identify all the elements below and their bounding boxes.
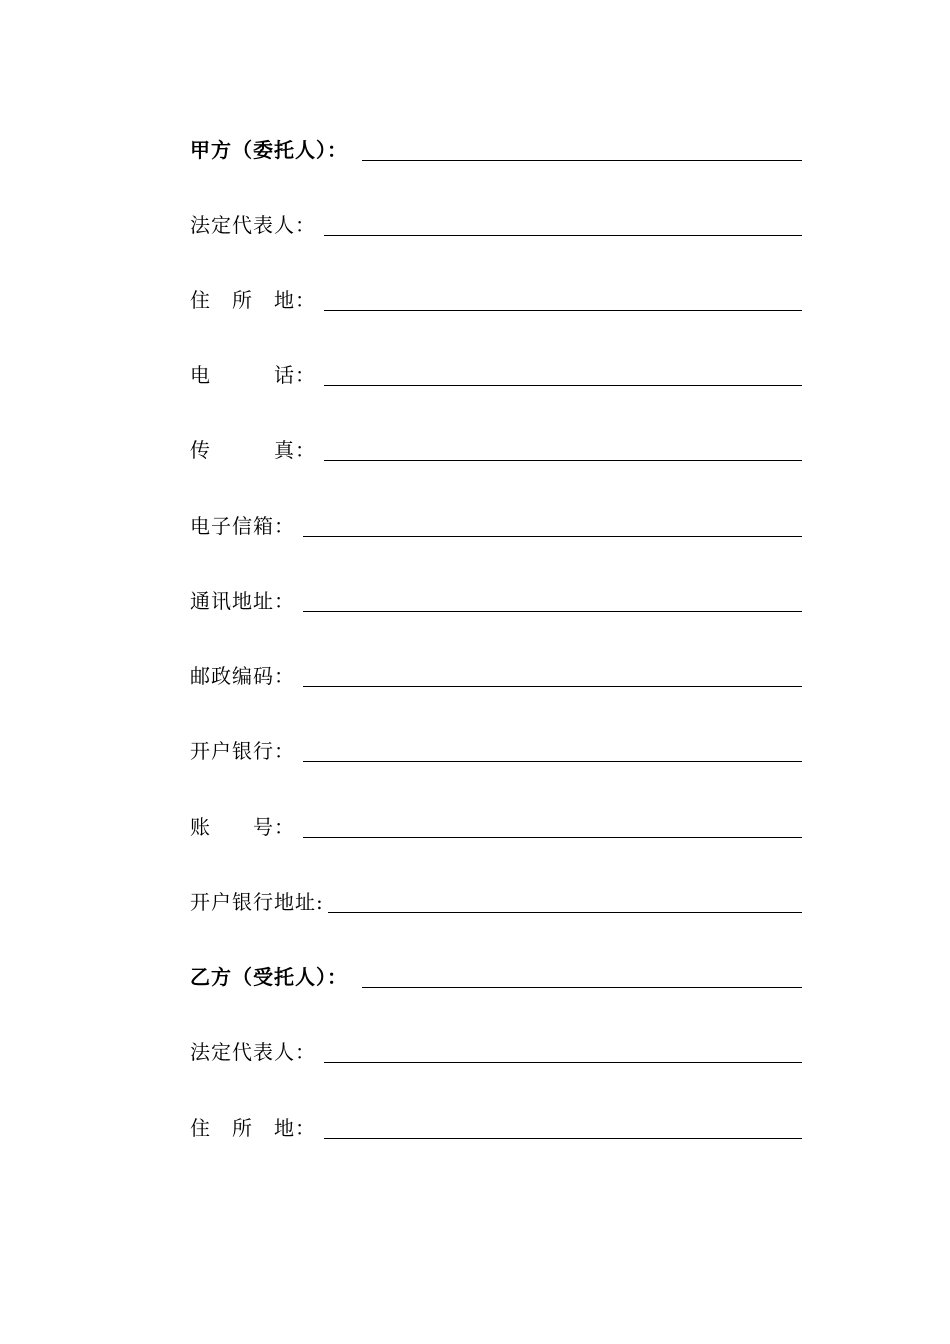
- party-b-domicile-row: [190, 1110, 802, 1140]
- party-a-account-blank[interactable]: [303, 837, 802, 838]
- party-b-header-row: [190, 959, 802, 989]
- party-a-legal-rep-row: [190, 207, 802, 237]
- party-a-bank-address-label: 开户银行地址:: [190, 890, 324, 914]
- party-a-postcode-label: 邮政编码：: [190, 664, 295, 688]
- party-a-bank-blank[interactable]: [303, 761, 802, 762]
- party-a-blank[interactable]: [362, 160, 802, 161]
- party-a-phone-label: 电 话：: [190, 363, 316, 387]
- party-a-header-row: [190, 132, 802, 162]
- party-a-fax-label: 传 真：: [190, 438, 316, 462]
- party-a-account-row: [190, 809, 802, 839]
- party-a-postcode-row: [190, 658, 802, 688]
- party-a-bank-label: 开户银行：: [190, 739, 295, 763]
- party-a-account-label: 账 号：: [190, 815, 295, 839]
- party-b-legal-rep-blank[interactable]: [324, 1062, 802, 1063]
- party-b-blank[interactable]: [362, 987, 802, 988]
- party-a-address-label: 通讯地址：: [190, 589, 295, 613]
- party-a-bank-address-blank[interactable]: [328, 912, 802, 913]
- party-a-email-label: 电子信箱：: [190, 514, 295, 538]
- party-a-address-row: [190, 583, 802, 613]
- party-b-domicile-blank[interactable]: [324, 1138, 802, 1139]
- party-a-bank-row: [190, 733, 802, 763]
- party-a-domicile-row: [190, 282, 802, 312]
- party-b-legal-rep-label: 法定代表人：: [190, 1040, 316, 1064]
- party-a-label: 甲方（委托人）：: [190, 138, 348, 162]
- party-a-legal-rep-blank[interactable]: [324, 235, 802, 236]
- party-b-label: 乙方（受托人）：: [190, 965, 348, 989]
- party-a-email-blank[interactable]: [303, 536, 802, 537]
- party-a-domicile-blank[interactable]: [324, 310, 802, 311]
- contract-party-form: [190, 0, 802, 1344]
- party-a-phone-blank[interactable]: [324, 385, 802, 386]
- party-a-postcode-blank[interactable]: [303, 686, 802, 687]
- party-a-legal-rep-label: 法定代表人：: [190, 213, 316, 237]
- party-a-fax-row: [190, 432, 802, 462]
- party-a-bank-address-row: [190, 884, 802, 914]
- party-a-fax-blank[interactable]: [324, 460, 802, 461]
- party-a-address-blank[interactable]: [303, 611, 802, 612]
- party-b-legal-rep-row: [190, 1034, 802, 1064]
- party-a-email-row: [190, 508, 802, 538]
- party-a-domicile-label: 住 所 地：: [190, 288, 316, 312]
- party-b-domicile-label: 住 所 地：: [190, 1116, 316, 1140]
- party-a-phone-row: [190, 357, 802, 387]
